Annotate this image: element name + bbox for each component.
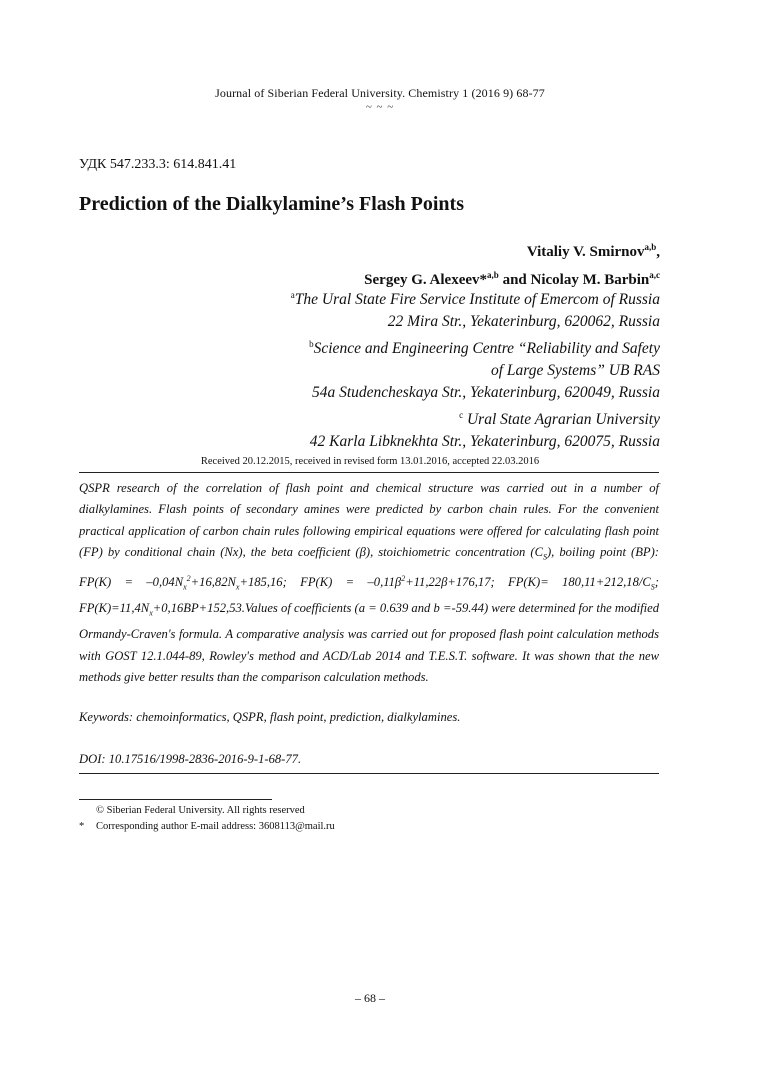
- header-separator: ~ ~ ~: [365, 101, 395, 113]
- affiliations: [100, 284, 660, 453]
- abstract-part: +11,22β+176,17; FP(K)= 180,11+212,18/C: [405, 575, 651, 590]
- abstract-part: ), boiling point (BP): FP(K) = –0,04N: [79, 545, 659, 590]
- affiliation-c: [100, 404, 660, 431]
- author-affil-mark: a,b: [644, 242, 657, 252]
- subscript: S: [650, 582, 655, 592]
- abstract-top-rule: [79, 472, 659, 473]
- affil-line: The Ural State Fire Service Institute of Emercom of Russia: [294, 291, 660, 309]
- abstract-part: +185,16; FP(K) = –0,11β: [239, 575, 402, 590]
- footnote-corresponding: [79, 821, 335, 832]
- journal-header: Journal of Siberian Federal University. Chemistry 1 (2016 9) 68-77: [215, 86, 545, 100]
- affil-line: of Large Systems” UB RAS: [490, 362, 660, 380]
- subscript: x: [235, 582, 240, 592]
- footnote-copyright: [79, 805, 305, 816]
- affil-line: 54a Studencheskaya Str., Yekaterinburg, 620049, Russia: [311, 384, 660, 402]
- footnote-text[interactable]: Corresponding author E-mail address: 3608113@mail.ru: [96, 821, 335, 832]
- author-affil-mark: a,b: [487, 270, 499, 280]
- affiliation-b: [100, 333, 660, 360]
- udk-code: УДК 547.233.3: 614.841.41: [79, 157, 237, 172]
- author-affil-mark: a,c: [649, 270, 660, 280]
- keywords: Keywords: chemoinformatics, QSPR, flash point, prediction, dialkylamines.: [79, 710, 461, 724]
- superscript: 2: [401, 574, 406, 584]
- author-line-1: [364, 236, 660, 264]
- author-name: Sergey G. Alexeev*: [364, 272, 488, 288]
- affil-line: 22 Mira Str., Yekaterinburg, 620062, Russia: [387, 313, 660, 331]
- author-name: Nicolay M. Barbin: [530, 272, 650, 288]
- affil-mark: c: [459, 410, 464, 421]
- affil-mark: a: [290, 290, 295, 300]
- footnote-mark: *: [79, 821, 85, 832]
- footnote-rule: [79, 799, 272, 800]
- author-separator: and: [498, 272, 531, 288]
- abstract-text: [79, 478, 659, 688]
- paper-title: Prediction of the Dialkylamine’s Flash Points: [79, 193, 464, 215]
- author-name: Vitaliy V. Smirnov: [526, 244, 645, 260]
- affil-line: 42 Karla Libknekhta Str., Yekaterinburg, 620075, Russia: [309, 433, 660, 451]
- superscript: 2: [186, 574, 191, 584]
- abstract-part: +16,82N: [190, 575, 236, 590]
- abstract-part: ; FP(K)=11,4N: [79, 575, 659, 616]
- affil-line: Science and Engineering Centre “Reliability and Safety: [313, 340, 660, 358]
- doi-link[interactable]: DOI: 10.17516/1998-2836-2016-9-1-68-77.: [79, 752, 302, 766]
- affiliation-a: [100, 284, 660, 311]
- abstract-part: QSPR research of the correlation of flash point and chemical structure was carried out in a number of dialkylamines. Flash points of secondary amines were predicted by carbon chain rules. For the convenient practical application of carbon chain rules following empirical equations were offered for calculating flash point (FP) by conditional chain (Nx), the beta coefficient (β), stoichiometric concentration (C: [79, 481, 659, 560]
- author-separator: ,: [656, 244, 660, 260]
- affil-mark: b: [309, 339, 314, 350]
- footnote-text: © Siberian Federal University. All rights reserved: [96, 805, 305, 816]
- affil-line: Ural State Agrarian University: [463, 411, 660, 429]
- page-number: – 68 –: [355, 991, 385, 1005]
- abstract-part: +0,16BP+152,53.Values of coefficients (a = 0.639 and b =-59.44) were determined for the modified Ormandy-Craven's formula. A comparative analysis was carried out for proposed flash point calculation methods with GOST 12.1.044-89, Rowley's method and ACD/Lab 2014 and T.E.S.T. software. It was shown that the new methods give better results than the comparison calculation methods.: [79, 601, 659, 684]
- subscript: x: [149, 608, 153, 618]
- received-dates: Received 20.12.2015, received in revised form 13.01.2016, accepted 22.03.2016: [200, 456, 540, 467]
- subscript: x: [183, 582, 187, 592]
- abstract-bottom-rule: [79, 773, 659, 774]
- subscript: S: [542, 552, 547, 562]
